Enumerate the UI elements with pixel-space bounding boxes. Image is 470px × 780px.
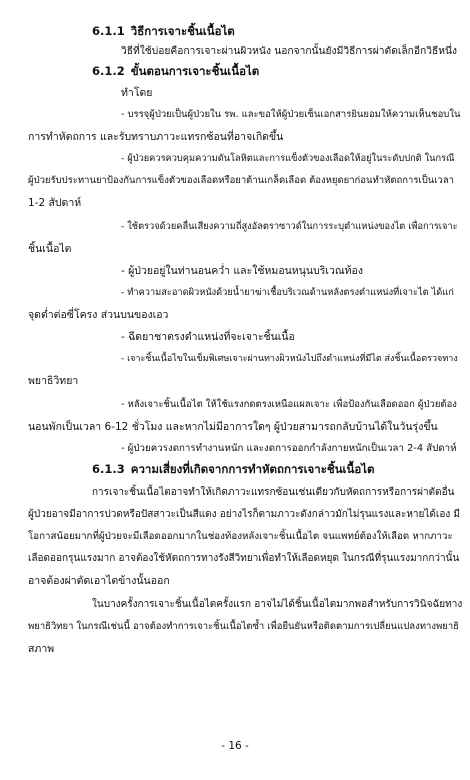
paragraph-line: สภาพ bbox=[28, 643, 55, 655]
paragraph-line: การทำหัตถการ และรับทราบภาวะแทรกซ้อนที่อาจเกิดขึ้น bbox=[28, 131, 284, 143]
paragraph-line: - บรรจุผู้ป่วยเป็นผู้ป่วยใน รพ. และขอให้ผู้ป่วยเซ็นเอกสารยินยอมให้ความเห็นชอบใน bbox=[121, 109, 461, 120]
paragraph-line: - ฉีดยาชาตรงตำแหน่งที่จะเจาะชิ้นเนื้อ bbox=[121, 331, 295, 343]
paragraph-line: การเจาะชิ้นเนื้อไตอาจทำให้เกิดภาวะแทรกซ้อนเช่นเดียวกับหัตถการหรือการผ่าตัดอื่น bbox=[92, 487, 455, 498]
section-heading-6-1-1 bbox=[92, 24, 235, 38]
paragraph-line: โอกาสน้อยมากที่ผู้ป่วยจะมีเลือดออกมากในช่องท้องหลังเจาะชิ้นเนื้อไต จนแพทย์ต้องให้เลือด หากภาวะ bbox=[28, 531, 453, 542]
paragraph-line: อาจต้องผ่าตัดเอาไตข้างนั้นออก bbox=[28, 575, 170, 587]
paragraph-line: - หลังเจาะชิ้นเนื้อไต ให้ใช้แรงกดตรงเหนือแผลเจาะ เพื่อป้องกันเลือดออก ผู้ป่วยต้อง bbox=[121, 399, 457, 410]
paragraph-line: พยาธิวิทยา ในกรณีเช่นนี้ อาจต้องทำการเจาะชิ้นเนื้อไตซ้ำ เพื่อยืนยันหรือติดตามการเปลี่ยนแปลงทางพยาธิ bbox=[28, 621, 459, 632]
paragraph-line: - ผู้ป่วยอยู่ในท่านอนคว่ำ และใช้หมอนหนุนบริเวณท้อง bbox=[121, 265, 363, 277]
section-heading-6-1-3 bbox=[92, 462, 375, 476]
section-title: ความเสี่ยงที่เกิดจากการทำหัตถการเจาะชิ้นเนื้อไต bbox=[130, 462, 375, 476]
paragraph-line: ทำโดย bbox=[121, 87, 153, 99]
paragraph-line: - เจาะชิ้นเนื้อไขในเข็มพิเศษเจาะผ่านทางผิวหนังไปถึงตำแหน่งที่มีไต ส่งชิ้นเนื้อตรวจทาง bbox=[121, 354, 458, 364]
paragraph-line: ผู้ป่วยรับประทานยาป้องกันการแข็งตัวของเลือดหรือยาต้านเกล็ดเลือด ต้องหยุดยาก่อนทำหัตถการเป็นเวลา bbox=[28, 175, 454, 186]
paragraph-line: - ผู้ป่วยควรควบคุมความดันโลหิตและการแข็งตัวของเลือดให้อยู่ในระดับปกติ ในกรณี bbox=[121, 153, 455, 164]
paragraph-line: จุดต่ำต่อซี่โครง ส่วนบนของเอว bbox=[28, 309, 169, 321]
paragraph-line: - ใช้ตรวจด้วยคลื่นเสียงความถี่สูงอัลตราซาวด์ในการระบุตำแหน่งของไต เพื่อการเจาะ bbox=[121, 221, 458, 232]
section-title: ขั้นตอนการเจาะชิ้นเนื้อไต bbox=[130, 64, 260, 78]
page-number: - 16 - bbox=[221, 740, 249, 752]
section-number: 6.1.3 bbox=[92, 462, 125, 476]
paragraph-line: 1-2 สัปดาห์ bbox=[28, 197, 82, 209]
paragraph-line: พยาธิวิทยา bbox=[28, 375, 79, 387]
paragraph-line: เลือดออกรุนแรงมาก อาจต้องใช้หัตถการทางรังสีวิทยาเพื่อทำให้เลือดหยุด ในกรณีที่รุนแรงมากกว่านั้น bbox=[28, 553, 460, 564]
section-number: 6.1.2 bbox=[92, 64, 125, 78]
paragraph-line: - ทำความสะอาดผิวหนังด้วยน้ำยาฆ่าเชื้อบริเวณด้านหลังตรงตำแหน่งที่เจาะไต ได้แก่ bbox=[121, 287, 454, 298]
paragraph-line: วิธีที่ใช้บ่อยคือการเจาะผ่านผิวหนัง นอกจากนั้นยังมีวิธีการผ่าตัดเล็กอีกวิธีหนึ่ง bbox=[121, 45, 458, 57]
paragraph-line: ผู้ป่วยอาจมีอาการปวดหรือปัสสาวะเป็นสีแดง อย่างไรก็ตามภาวะดังกล่าวมักไม่รุนแรงและหายได้เอง มี bbox=[28, 509, 460, 520]
section-heading-6-1-2 bbox=[92, 64, 259, 78]
section-title: วิธีการเจาะชิ้นเนื้อไต bbox=[130, 24, 235, 38]
paragraph-line: ในบางครั้งการเจาะชิ้นเนื้อไตครั้งแรก อาจไม่ได้ชิ้นเนื้อไตมากพอสำหรับการวินิจฉัยทาง bbox=[92, 599, 463, 610]
paragraph-line: ชิ้นเนื้อไต bbox=[28, 243, 72, 255]
section-number: 6.1.1 bbox=[92, 24, 125, 38]
paragraph-line: นอนพักเป็นเวลา 6-12 ชั่วโมง และหากไม่มีอาการใดๆ ผู้ป่วยสามารถกลับบ้านได้ในวันรุ่งขึ้น bbox=[28, 421, 438, 433]
paragraph-line: - ผู้ป่วยควรงดการทำงานหนัก และงดการออกกำลังกายหนักเป็นเวลา 2-4 สัปดาห์ bbox=[121, 443, 457, 454]
